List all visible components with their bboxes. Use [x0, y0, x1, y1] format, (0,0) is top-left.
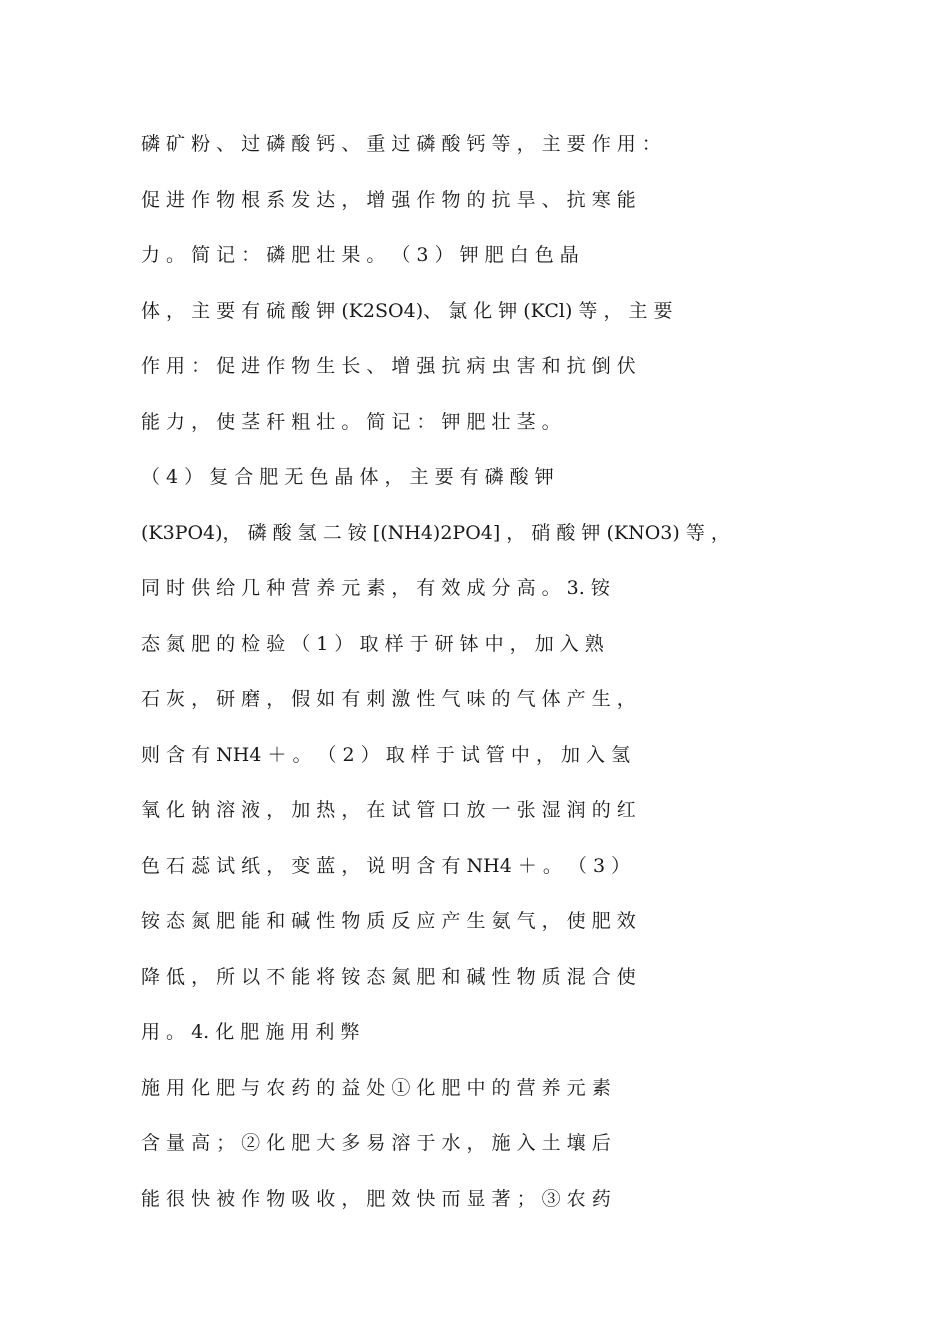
text-line: 磷 矿 粉 、 过 磷 酸 钙 、 重 过 磷 酸 钙 等 ， 主 要 作 用 ：	[141, 133, 661, 155]
text-line: 能 力 ， 使 茎 秆 粗 壮 。 简 记 ： 钾 肥 壮 茎 。	[141, 411, 561, 433]
text-line: 力 。 简 记 ： 磷 肥 壮 果 。 （ 3 ） 钾 肥 白 色 晶	[141, 244, 579, 266]
text-line: 态 氮 肥 的 检 验 （ 1 ） 取 样 于 研 钵 中 ， 加 入 熟	[141, 633, 604, 655]
text-line: 同 时 供 给 几 种 营 养 元 素 ， 有 效 成 分 高 。 3. 铵	[141, 577, 610, 599]
text-line: 含 量 高 ； ② 化 肥 大 多 易 溶 于 水 ， 施 入 土 壤 后	[141, 1132, 611, 1154]
text-line: 色 石 蕊 试 纸 ， 变 蓝 ， 说 明 含 有 NH4 ＋ 。 （ 3 ）	[141, 855, 631, 877]
text-line: 体 ， 主 要 有 硫 酸 钾 (K2SO4)、 氯 化 钾 (KCl) 等 ， 主 要	[141, 300, 673, 322]
text-line: 则 含 有 NH4 ＋ 。 （ 2 ） 取 样 于 试 管 中 ， 加 入 氢	[141, 744, 631, 766]
text-line: 石 灰 ， 研 磨 ， 假 如 有 刺 激 性 气 味 的 气 体 产 生 ，	[141, 688, 636, 710]
text-line: 施 用 化 肥 与 农 药 的 益 处 ① 化 肥 中 的 营 养 元 素	[141, 1077, 611, 1099]
text-line: 促 进 作 物 根 系 发 达 ， 增 强 作 物 的 抗 旱 、 抗 寒 能	[141, 189, 636, 211]
text-line: 氧 化 钠 溶 液 ， 加 热 ， 在 试 管 口 放 一 张 湿 润 的 红	[141, 799, 636, 821]
text-line: （ 4 ） 复 合 肥 无 色 晶 体 ， 主 要 有 磷 酸 钾	[141, 466, 554, 488]
text-line: 作 用 ： 促 进 作 物 生 长 、 增 强 抗 病 虫 害 和 抗 倒 伏	[141, 355, 636, 377]
text-line: 铵 态 氮 肥 能 和 碱 性 物 质 反 应 产 生 氨 气 ， 使 肥 效	[141, 910, 636, 932]
text-line: 降 低 ， 所 以 不 能 将 铵 态 氮 肥 和 碱 性 物 质 混 合 使	[141, 966, 636, 988]
text-line: 能 很 快 被 作 物 吸 收 ， 肥 效 快 而 显 著 ； ③ 农 药	[141, 1188, 611, 1210]
text-line: 用 。 4. 化 肥 施 用 利 弊	[141, 1021, 360, 1043]
text-line: (K3PO4)， 磷 酸 氢 二 铵 [(NH4)2PO4] ， 硝 酸 钾 (KNO3) 等 ，	[141, 522, 730, 544]
